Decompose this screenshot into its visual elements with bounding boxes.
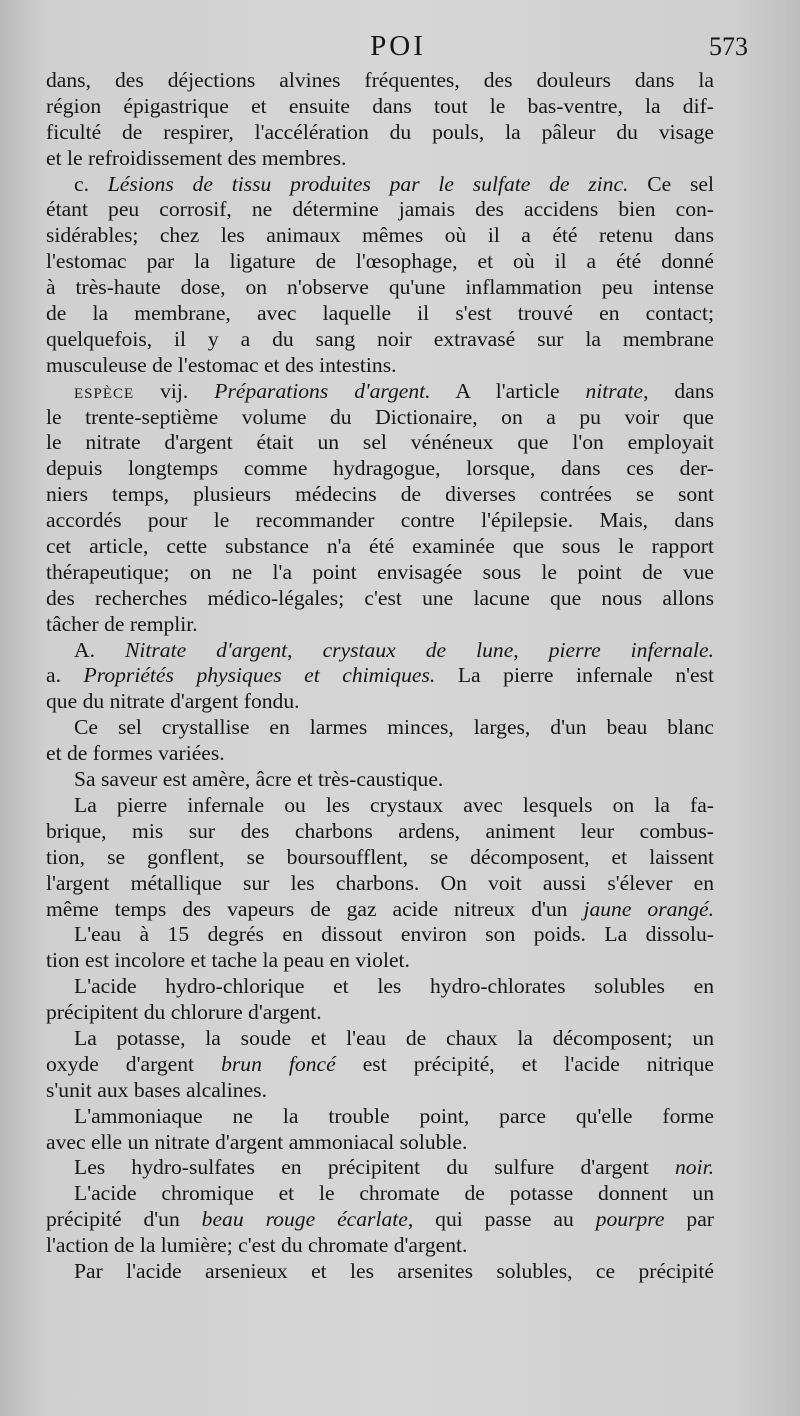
text-segment: tion, se gonflent, se boursoufflent, se décomposent, et laissent	[46, 844, 714, 869]
text-line	[46, 793, 714, 819]
text-segment: La pierre infernale n'est	[435, 663, 714, 688]
text-line	[46, 922, 714, 948]
text-line	[46, 612, 714, 638]
text-line	[46, 1181, 714, 1207]
text-segment: oxyde d'argent	[46, 1051, 222, 1076]
text-line	[46, 974, 714, 1000]
text-segment: précipité d'un	[46, 1207, 202, 1232]
text-line	[46, 897, 714, 923]
running-head: POI	[370, 30, 426, 62]
italic-text: Préparations d'argent.	[214, 378, 431, 403]
text-segment: depuis longtemps comme hydragogue, lorsque, dans ces der-	[46, 456, 714, 481]
text-line	[46, 1052, 714, 1078]
text-segment: , qui passe au	[407, 1207, 596, 1232]
italic-text: noir.	[674, 1155, 714, 1180]
text-segment: accordés pour le recommander contre l'épilepsie. Mais, dans	[46, 508, 714, 533]
text-line	[46, 586, 714, 612]
text-segment: ,	[287, 637, 323, 662]
text-line	[46, 638, 714, 664]
text-segment: tâcher de remplir.	[46, 611, 198, 636]
text-line	[46, 301, 714, 327]
text-segment: le trente-septième volume du Dictionaire, on a pu voir que	[46, 404, 714, 429]
text-segment: région épigastrique et ensuite dans tout le bas-ventre, la dif-	[46, 93, 714, 118]
text-segment: cet article, cette substance n'a été examinée que sous le rapport	[46, 534, 714, 559]
text-line	[46, 430, 714, 456]
text-segment: A l'article	[430, 378, 586, 403]
text-segment: est précipité, et l'acide nitrique	[335, 1051, 714, 1076]
italic-text: jaune orangé.	[583, 896, 714, 921]
text-line	[46, 1000, 714, 1026]
text-line	[46, 767, 714, 793]
text-segment: L'eau à 15 degrés en dissout environ son poids. La dissolu-	[74, 922, 714, 947]
text-line	[46, 948, 714, 974]
text-segment: Ce sel	[628, 171, 714, 196]
text-line	[46, 249, 714, 275]
text-segment: dans, des déjections alvines fréquentes, des douleurs dans la	[46, 68, 714, 92]
text-line	[46, 689, 714, 715]
text-segment: des recherches médico-légales; c'est une lacune que nous allons	[46, 585, 714, 610]
text-segment: A.	[74, 637, 125, 662]
text-line	[46, 663, 714, 689]
italic-text: nitrate	[585, 378, 644, 403]
text-segment: et de formes variées.	[46, 741, 225, 766]
text-segment: vij.	[134, 378, 215, 403]
text-line	[46, 405, 714, 431]
text-segment: de la membrane, avec laquelle il s'est trouvé en contact;	[46, 301, 714, 326]
small-caps-text: espèce	[74, 378, 135, 403]
italic-text: pourpre	[595, 1207, 665, 1232]
text-segment: l'action de la lumière; c'est du chromate d'argent.	[46, 1233, 468, 1258]
text-segment: que du nitrate d'argent fondu.	[46, 689, 300, 714]
text-segment: ,	[513, 637, 549, 662]
text-line	[46, 1155, 714, 1181]
text-segment: par	[664, 1207, 714, 1232]
text-line	[46, 482, 714, 508]
text-line	[46, 275, 714, 301]
text-line	[46, 508, 714, 534]
text-segment: Ce sel crystallise en larmes minces, larges, d'un beau blanc	[74, 715, 714, 740]
text-line	[46, 1207, 714, 1233]
text-segment: étant peu corrosif, ne détermine jamais des accidens bien con-	[46, 197, 714, 222]
text-line	[46, 845, 714, 871]
text-segment: L'acide hydro-chlorique et les hydro-chlorates solubles en	[74, 974, 714, 999]
text-segment: Sa saveur est amère, âcre et très-caustique.	[74, 767, 444, 792]
text-segment: ficulté de respirer, l'accélération du pouls, la pâleur du visage	[46, 119, 714, 144]
text-line	[46, 68, 714, 94]
text-segment: et le refroidissement des membres.	[46, 145, 347, 170]
text-line	[46, 353, 714, 379]
text-line	[46, 197, 714, 223]
text-segment: niers temps, plusieurs médecins de diverses contrées se sont	[46, 482, 714, 507]
text-segment: tion est incolore et tache la peau en violet.	[46, 948, 410, 973]
text-line	[46, 715, 714, 741]
body-text	[46, 68, 714, 1285]
text-line	[46, 327, 714, 353]
text-segment: musculeuse de l'estomac et des intestins.	[46, 352, 397, 377]
italic-text: pierre infernale.	[548, 637, 715, 662]
text-line	[46, 1026, 714, 1052]
italic-text: crystaux de lune	[322, 637, 514, 662]
page-number: 573	[709, 32, 748, 61]
text-line	[46, 871, 714, 897]
text-line	[46, 223, 714, 249]
text-segment: a.	[46, 663, 84, 688]
text-segment: s'unit aux bases alcalines.	[46, 1077, 267, 1102]
text-segment: La potasse, la soude et l'eau de chaux la décomposent; un	[74, 1025, 714, 1050]
text-segment: l'estomac par la ligature de l'œsophage, et où il a été donné	[46, 249, 714, 274]
text-segment: l'argent métallique sur les charbons. On voit aussi s'élever en	[46, 870, 714, 895]
text-line	[46, 94, 714, 120]
text-segment: Les hydro-sulfates en précipitent du sulfure d'argent	[74, 1155, 675, 1180]
italic-text: Lésions de tissu produites par le sulfate de zinc.	[107, 171, 629, 196]
text-segment: précipitent du chlorure d'argent.	[46, 1000, 322, 1025]
text-line	[46, 534, 714, 560]
text-line	[46, 1259, 714, 1285]
text-segment: sidérables; chez les animaux mêmes où il a été retenu dans	[46, 223, 714, 248]
text-segment: même temps des vapeurs de gaz acide nitreux d'un	[46, 896, 584, 921]
italic-text: Propriétés physiques et chimiques.	[83, 663, 436, 688]
text-line	[46, 379, 714, 405]
text-line	[46, 1104, 714, 1130]
text-segment: La pierre infernale ou les crystaux avec lesquels on la fa-	[74, 792, 714, 817]
text-line	[46, 146, 714, 172]
italic-text: Nitrate d'argent	[125, 637, 288, 662]
text-line	[46, 1078, 714, 1104]
italic-text: brun foncé	[221, 1051, 336, 1076]
text-line	[46, 1130, 714, 1156]
text-segment: Par l'acide arsenieux et les arsenites solubles, ce précipité	[74, 1258, 714, 1283]
text-segment: thérapeutique; on ne l'a point envisagée sous le point de vue	[46, 559, 714, 584]
text-line	[46, 1233, 714, 1259]
text-segment: c.	[74, 171, 108, 196]
italic-text: beau rouge écarlate	[201, 1207, 408, 1232]
text-segment: , dans	[643, 378, 714, 403]
text-segment: L'ammoniaque ne la trouble point, parce qu'elle forme	[74, 1103, 714, 1128]
text-line	[46, 120, 714, 146]
text-line	[46, 560, 714, 586]
text-line	[46, 819, 714, 845]
text-segment: brique, mis sur des charbons ardens, animent leur combus-	[46, 818, 714, 843]
text-segment: le nitrate d'argent était un sel vénéneux que l'on employait	[46, 430, 714, 455]
text-segment: L'acide chromique et le chromate de potasse donnent un	[74, 1181, 714, 1206]
text-segment: quelquefois, il y a du sang noir extravasé sur la membrane	[46, 326, 714, 351]
text-line	[46, 741, 714, 767]
text-segment: avec elle un nitrate d'argent ammoniacal soluble.	[46, 1129, 468, 1154]
text-segment: à très-haute dose, on n'observe qu'une inflammation peu intense	[46, 275, 714, 300]
page-header	[48, 30, 748, 70]
text-line	[46, 456, 714, 482]
text-line	[46, 172, 714, 198]
